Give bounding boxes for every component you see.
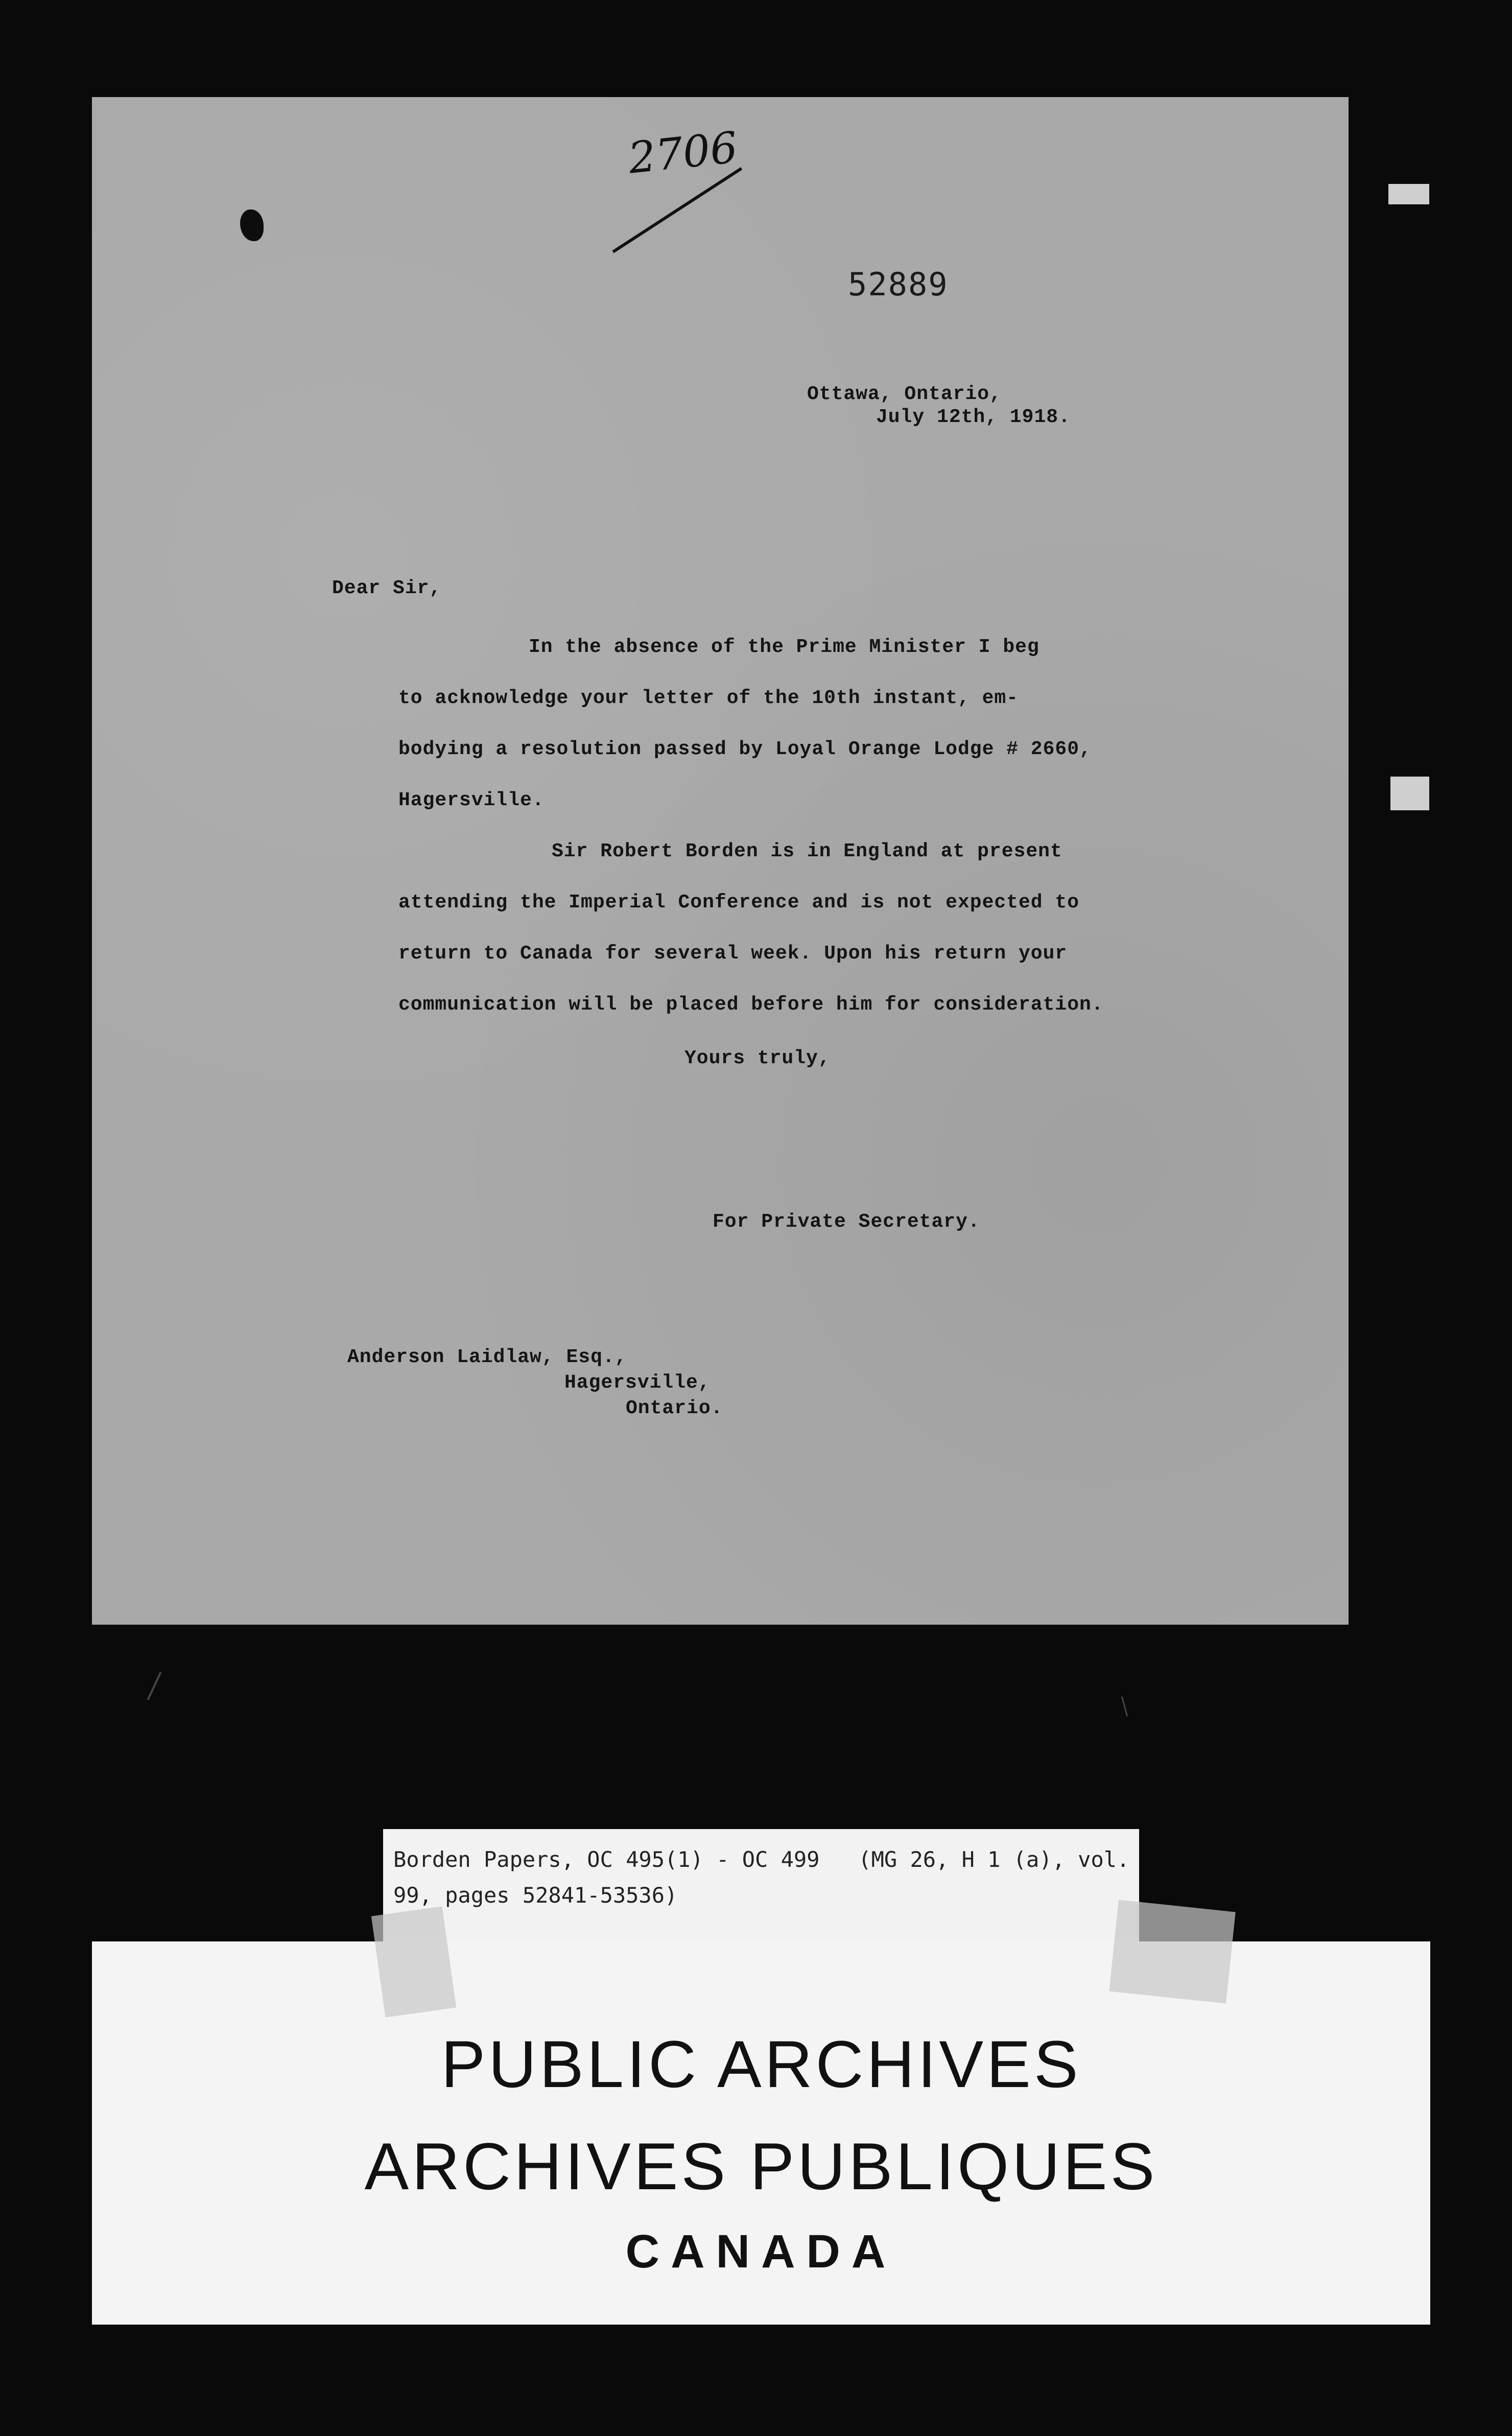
recipient-town: Hagersville, [564, 1372, 711, 1394]
recipient-name: Anderson Laidlaw, Esq., [347, 1346, 627, 1368]
tape-piece [1109, 1900, 1236, 2003]
label-line: Borden Papers, OC 495(1) - OC 499 (MG 26, H 1 (a), vol. [393, 1847, 1130, 1872]
film-scratch [1121, 1696, 1128, 1716]
closing: Yours truly, [684, 1047, 831, 1069]
ink-blot [240, 209, 264, 241]
salutation: Dear Sir, [332, 577, 442, 599]
tape-piece [371, 1906, 456, 2018]
letter-page [92, 97, 1349, 1625]
body-line: Sir Robert Borden is in England at present [552, 840, 1062, 862]
body-line: Hagersville. [398, 789, 545, 811]
stamp-line-french: ARCHIVES PUBLIQUES [364, 2129, 1158, 2204]
body-line: attending the Imperial Conference and is not expected to [398, 892, 1080, 914]
archive-reference-label [383, 1829, 1139, 1952]
body-line: to acknowledge your letter of the 10th instant, em- [398, 687, 1019, 709]
film-edge-mark [1388, 184, 1429, 204]
body-line: In the absence of the Prime Minister I beg [529, 636, 1040, 658]
body-line: return to Canada for several week. Upon his return your [398, 943, 1068, 965]
handwritten-file-number: 2706 [626, 122, 740, 183]
body-line: communication will be placed before him for consideration. [398, 994, 1104, 1016]
stamp-line-country: CANADA [625, 2226, 897, 2278]
stamp-line-english: PUBLIC ARCHIVES [441, 2027, 1081, 2101]
letter-date: July 12th, 1918. [876, 406, 1071, 428]
signature-line: For Private Secretary. [713, 1211, 980, 1233]
body-line: bodying a resolution passed by Loyal Orange Lodge # 2660, [398, 738, 1092, 760]
film-scratch [147, 1672, 162, 1700]
film-edge-mark [1390, 777, 1429, 810]
label-line: 99, pages 52841-53536) [393, 1883, 678, 1908]
page-number: 52889 [848, 266, 949, 303]
archives-stamp-card [92, 1941, 1430, 2325]
letter-place: Ottawa, Ontario, [807, 383, 1002, 405]
recipient-province: Ontario. [626, 1397, 723, 1419]
